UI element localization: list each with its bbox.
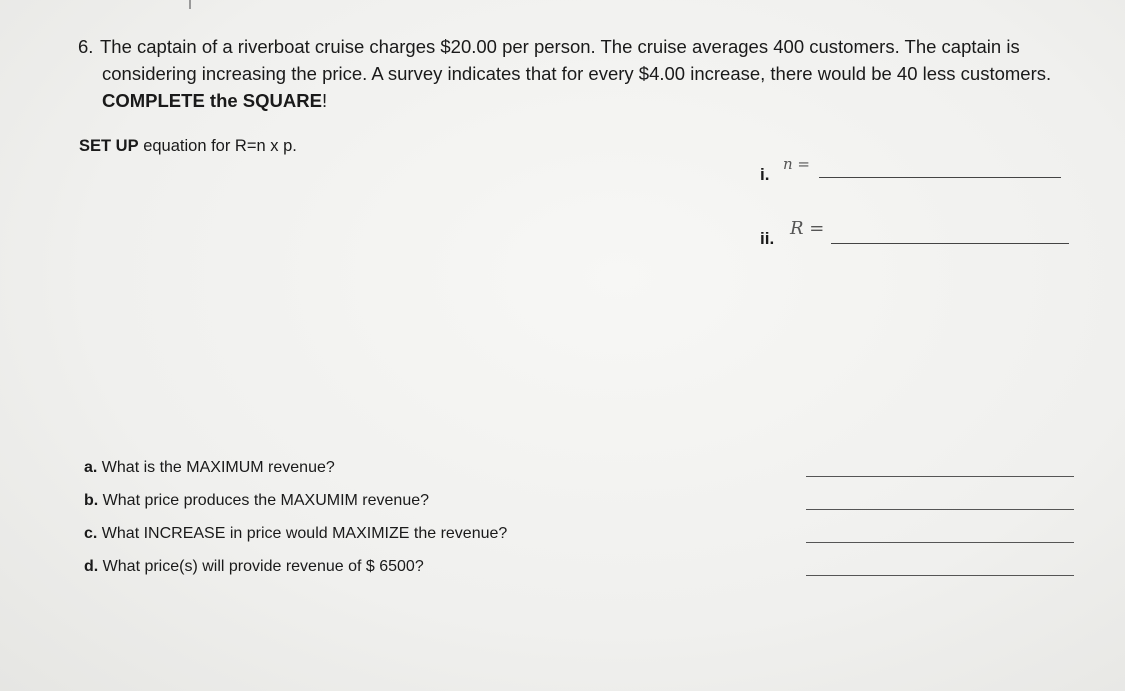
subquestion-text: What INCREASE in price would MAXIMIZE the revenue? xyxy=(97,525,508,542)
subquestion-letter: b. xyxy=(84,492,99,509)
setup-label: SET UP xyxy=(79,137,139,155)
setup-text: equation for R=n x p. xyxy=(138,137,297,155)
answer-line-d[interactable] xyxy=(806,575,1074,576)
equation-n-variable: n = xyxy=(783,155,810,173)
subquestion-d xyxy=(84,558,424,576)
equation-r-variable: R = xyxy=(790,218,825,239)
subquestion-letter: d. xyxy=(84,558,99,575)
problem-directive xyxy=(78,87,1088,114)
subquestion-letter: a. xyxy=(84,459,98,476)
answer-line-a[interactable] xyxy=(806,476,1074,477)
directive-punctuation: ! xyxy=(321,90,328,111)
problem-number: 6. xyxy=(78,36,94,57)
problem-text: The captain of a riverboat cruise charges $20.00 per person. The cruise averages 400 customers. The captain is considering increasing the price. A survey indicates that for every $4.00 increase, there would be 40 less customers. xyxy=(100,36,1052,84)
answer-line-c[interactable] xyxy=(806,542,1074,543)
subquestion-a xyxy=(84,459,335,477)
subquestion-text: What price produces the MAXUMIM revenue? xyxy=(98,492,430,509)
equation-r-roman: ii. xyxy=(760,229,775,248)
subquestion-c xyxy=(84,525,507,543)
equation-r-blank[interactable] xyxy=(831,243,1069,244)
answer-line-b[interactable] xyxy=(806,509,1074,510)
problem-6 xyxy=(78,33,1088,114)
subquestion-text: What is the MAXIMUM revenue? xyxy=(97,459,335,476)
subquestion-b xyxy=(84,492,429,510)
subquestion-letter: c. xyxy=(84,525,98,542)
setup-instruction xyxy=(79,137,297,156)
pencil-mark xyxy=(189,0,191,9)
directive-text: COMPLETE the SQUARE xyxy=(102,90,322,111)
equation-n-roman: i. xyxy=(760,165,770,184)
equation-n-blank[interactable] xyxy=(819,177,1061,178)
subquestion-text: What price(s) will provide revenue of $ 6500? xyxy=(98,558,424,575)
equation-n xyxy=(758,155,1068,185)
equation-r xyxy=(758,216,1074,250)
